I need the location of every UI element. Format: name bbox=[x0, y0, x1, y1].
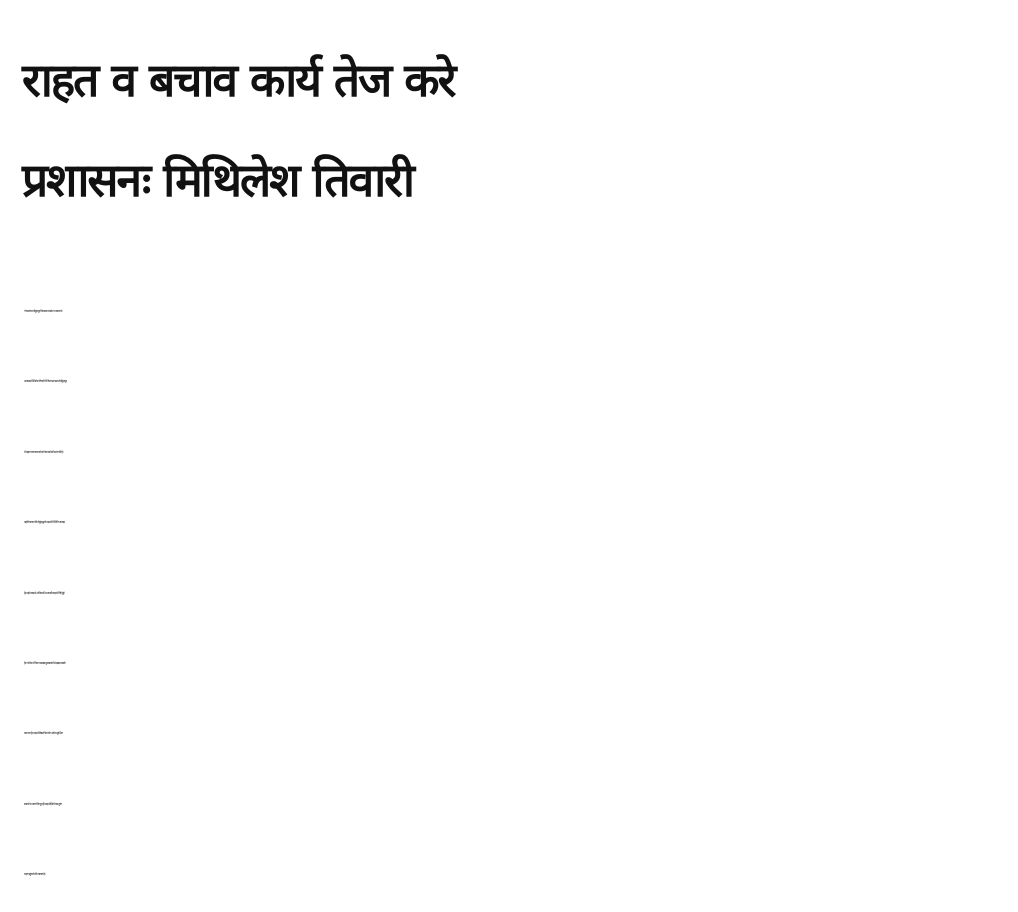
body-line: उन्होंने बताया कि बैकुंठपुर में बाढ़ की स्थिति भयावह bbox=[24, 520, 65, 525]
body-line: है। गांवों का जिला व प्रखंड मुख्यालयों से सड़क संपर्क bbox=[24, 661, 66, 666]
article-headline bbox=[22, 30, 1002, 230]
body-line: कट गया है। बाढ़ से विस्थापित लोग ऊंचे व सुरक्षित bbox=[24, 731, 63, 736]
body-line: है। ढाई लाख से अधिक की आबादी बाढ़ से घिरी हुई bbox=[24, 590, 65, 595]
body-line: स्थानों पर शरण लिए हुए हैं। बाढ़ पीड़ितों तक तुरंत bbox=[24, 801, 62, 806]
body-line: गोपालगंज। बैकुंठपुर विधायक व प्रदेश भाजपा के bbox=[24, 309, 62, 313]
article-body bbox=[24, 276, 1004, 910]
body-line: में राहत व बचाव कार्य को तेज करने की मांग की है। bbox=[24, 449, 64, 454]
body-line: राहत पहुंचाने की जरूरत है। bbox=[24, 872, 46, 877]
headline-line: प्रशासनः मिथिलेश तिवारी bbox=[22, 153, 413, 207]
headline-line: राहत व बचाव कार्य तेज करे bbox=[22, 53, 455, 107]
body-line: उपाध्यक्ष मिथिलेश तिवारी ने जिला प्रशासन से बैकुंठपुर bbox=[24, 379, 67, 384]
